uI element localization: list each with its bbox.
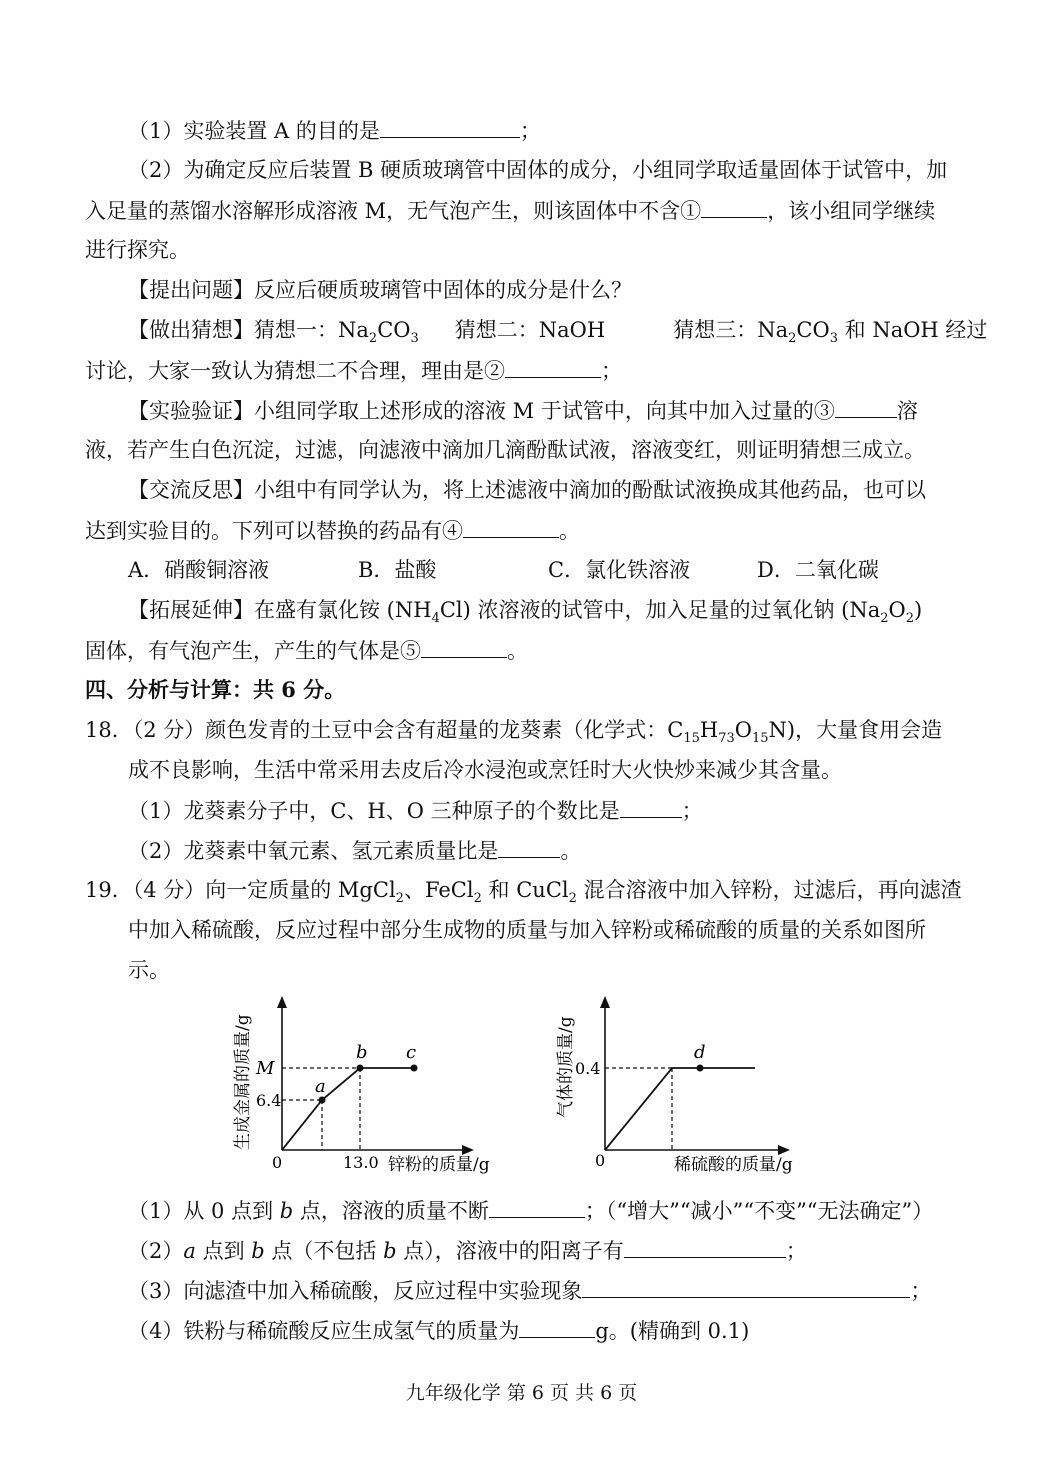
- x-axis-arrow: [778, 1145, 790, 1155]
- point-b: [357, 1065, 364, 1072]
- q17-part2-cont: 入足量的蒸馏水溶解形成溶液 M，无气泡产生，则该固体中不含① ，该小组同学继续: [85, 195, 935, 226]
- q19-stem: 19．（4 分）向一定质量的 MgCl$_2$、FeCl$_2$ 和 CuCl$_2$ 混合溶液中加入锌粉，过滤后，再向滤渣: [85, 878, 962, 907]
- answer-blank-3[interactable]: [835, 395, 897, 418]
- point-c-label: c: [406, 1042, 417, 1063]
- y-axis-label: 气体的质量/g: [556, 1016, 576, 1118]
- answer-blank[interactable]: [498, 835, 560, 858]
- q18-part2: （2）龙葵素中氧元素、氢元素质量比是 。: [128, 835, 581, 866]
- q19-part2: （2）a 点到 b 点（不包括 b 点），溶液中的阳离子有 ；: [128, 1235, 807, 1266]
- origin-label: 0: [595, 1151, 606, 1170]
- x-axis-arrow: [462, 1145, 474, 1155]
- y-tick-0.4: 0.4: [575, 1059, 601, 1078]
- y-axis-arrow: [600, 996, 610, 1008]
- answer-blank-1[interactable]: [701, 195, 767, 218]
- y-axis-label: 生成金属的质量/g: [233, 1014, 253, 1150]
- answer-blank-5[interactable]: [421, 635, 507, 658]
- reflection: 【交流反思】小组中有同学认为，将上述滤液中滴加的酚酞试液换成其他药品，也可以: [128, 478, 926, 502]
- q19-part1: （1）从 0 点到 b 点，溶液的质量不断 ；（“增大”“减小”“不变”“无法确定”）: [128, 1195, 933, 1226]
- x-axis-label: 稀硫酸的质量/g: [674, 1155, 793, 1175]
- answer-blank[interactable]: [380, 115, 520, 138]
- series-line: [282, 1068, 414, 1150]
- point-c: [411, 1065, 418, 1072]
- q17-part2: （2）为确定反应后装置 B 硬质玻璃管中固体的成分，小组同学取适量固体于试管中，加: [128, 158, 948, 182]
- q18-part1: （1）龙葵素分子中，C、H、O 三种原子的个数比是 ；: [128, 795, 703, 826]
- reflection-cont: 达到实验目的。下列可以替换的药品有④ 。: [85, 515, 580, 546]
- y-tick-M: M: [256, 1058, 275, 1079]
- q19-stem-end: 示。: [128, 958, 170, 982]
- answer-blank[interactable]: [489, 1195, 585, 1218]
- hypothesis-cont: 讨论，大家一致认为猜想二不合理，理由是② ；: [85, 355, 622, 386]
- section-heading: 四、分析与计算：共 6 分。: [85, 677, 346, 702]
- q18-stem-cont: 成不良影响，生活中常采用去皮后冷水浸泡或烹饪时大火快炒来减少其含量。: [128, 758, 842, 782]
- experiment-cont: 液，若产生白色沉淀，过滤，向滤液中滴加几滴酚酞试液，溶液变红，则证明猜想三成立。: [85, 438, 925, 462]
- x-tick-13: 13.0: [343, 1153, 379, 1172]
- q17-part1: （1）实验装置 A 的目的是 ；: [128, 115, 541, 146]
- q18-stem: 18．（2 分）颜色发青的土豆中会含有超量的龙葵素（化学式：$C_{15}H_{73}O_{15}N$)，大量食用会造: [85, 718, 943, 747]
- raise-question: 【提出问题】反应后硬质玻璃管中固体的成分是什么？: [128, 278, 632, 302]
- x-axis-label: 锌粉的质量/g: [388, 1155, 490, 1175]
- origin-label: 0: [272, 1153, 283, 1172]
- extension: 【拓展延伸】在盛有氯化铵 $(NH_4Cl)$ 浓溶液的试管中，加入足量的过氧化钠 $(Na_2O_2)$: [128, 598, 923, 627]
- q19-graphs: [0, 990, 1043, 1190]
- q19-stem-cont: 中加入稀硫酸，反应过程中部分生成物的质量与加入锌粉或稀硫酸的质量的关系如图所: [128, 918, 926, 942]
- extension-cont: 固体，有气泡产生，产生的气体是⑤ 。: [85, 635, 528, 666]
- experiment: 【实验验证】小组同学取上述形成的溶液 M 于试管中，向其中加入过量的③ 溶: [128, 395, 918, 426]
- option-b: B．盐酸: [358, 558, 437, 582]
- y-tick-6.4: 6.4: [256, 1091, 282, 1110]
- answer-blank[interactable]: [624, 1235, 786, 1258]
- q19-part4: （4）铁粉与稀硫酸反应生成氢气的质量为 g。(精确到 0.1): [128, 1315, 749, 1346]
- answer-blank[interactable]: [519, 1315, 595, 1338]
- point-d-label: d: [694, 1042, 706, 1063]
- answer-blank-4[interactable]: [463, 515, 559, 538]
- chart-right: [556, 996, 793, 1175]
- point-a: [319, 1097, 326, 1104]
- page-footer: 九年级化学 第 6 页 共 6 页: [405, 1382, 638, 1404]
- point-d: [697, 1065, 704, 1072]
- q19-part3: （3）向滤渣中加入稀硫酸，反应过程中实验现象 ；: [128, 1275, 931, 1306]
- q17-part2-end: 进行探究。: [85, 238, 190, 262]
- option-c: C．氯化铁溶液: [548, 558, 691, 582]
- answer-blank[interactable]: [620, 795, 682, 818]
- chart-left: [233, 996, 490, 1175]
- point-a-label: a: [315, 1076, 326, 1097]
- option-a: A．硝酸铜溶液: [128, 558, 270, 582]
- answer-blank-2[interactable]: [505, 355, 601, 378]
- answer-blank[interactable]: [582, 1275, 910, 1298]
- series-line: [605, 1068, 755, 1150]
- hypothesis: 【做出猜想】猜想一：$Na_2CO_3$ 猜想二：NaOH 猜想三：$Na_2CO_3$ 和 NaOH 经过: [128, 318, 988, 347]
- point-b-label: b: [356, 1042, 368, 1063]
- option-d: D．二氧化碳: [757, 558, 879, 582]
- y-axis-arrow: [277, 996, 287, 1008]
